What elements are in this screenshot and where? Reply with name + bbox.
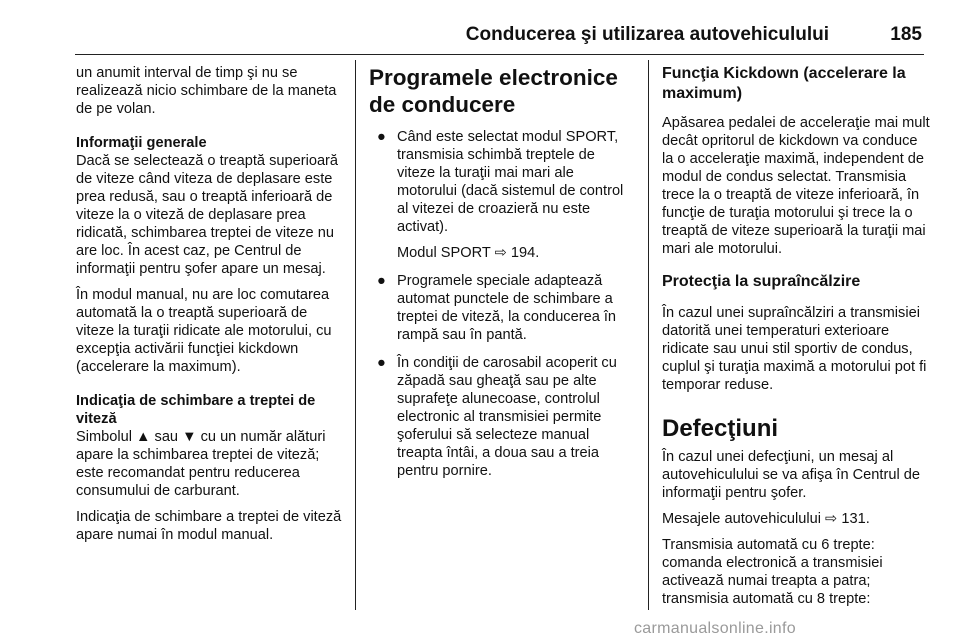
bullet-icon: ● [377,273,386,289]
paragraph: Dacă se selectează o treaptă superioară de viteze când viteza de deplasare este prea redusă, sau o treaptă inferioară de viteze la o viteză de deplasare prea ridicată, schimbarea treptei de viteze nu are loc. În acest caz, pe Centrul de informaţii pentru şofer apare un mesaj. [76,153,339,277]
bullet-icon: ● [377,129,386,145]
paragraph: Indicaţia de schimbare a treptei de viteză apare numai în modul manual. [76,509,342,543]
page-number: 185 [890,24,922,45]
watermark: carmanualsonline.info [634,620,796,637]
list-item [369,128,633,262]
paragraph: În cazul unei supraîncălziri a transmisiei datorită unei temperaturi exterioare ridicate sau unui stil sportiv de condus, cuplul şi turaţia maximă a motorului pot fi temporar reduse. [662,305,927,393]
paragraph: Transmisia automată cu 6 trepte: comanda electronică a transmisiei activează numai treapta a patra; transmisia automată cu 8 trepte: [662,537,883,607]
paragraph: În condiţii de carosabil acoperit cu zăpadă sau gheaţă sau pe alte suprafeţe alunecoase, controlul electronic al transmisiei permite şoferului să selecteze manual treapta întâi, a doua sau a treia pentru pornire. [397,355,617,479]
subheading-general-info: Informaţii generale [76,135,207,151]
subheading-shift-indication: Indicaţia de schimbare a treptei de viteză [76,393,316,427]
column-divider [648,60,649,610]
paragraph: În cazul unei defecţiuni, un mesaj al autovehiculului se va afişa în Centrul de informaţii pentru şofer. [662,449,920,501]
section-heading-driving-programs: Programele electronice de conducere [369,65,618,117]
column-left [76,64,346,552]
paragraph: Apăsarea pedalei de acceleraţie mai mult decât opritorul de kickdown va conduce la o acceleraţie maximă, independent de modul de condus selectat. Transmisia trece la o treaptă de viteze inferioară, în funcţie de turaţia motorului şi trece la o treaptă de viteze superioară la turaţii mai mari ale motorului. [662,115,930,257]
paragraph: În modul manual, nu are loc comutarea automată la o treaptă superioară de viteze la turaţii ridicate ale motorului, cu excepţia activării funcţiei kickdown (accelerare la maximum). [76,287,332,375]
bullet-list [369,128,633,480]
paragraph: un anumit interval de timp şi nu se realizează nicio schimbare de la maneta de pe volan. [76,65,337,117]
list-item [369,354,633,480]
paragraph: Simbolul ▲ sau ▼ cu un număr alături apare la schimbarea treptei de viteză; este recomandat pentru reducerea consumului de carburant. [76,429,326,499]
paragraph: Când este selectat modul SPORT, transmisia schimbă treptele de viteze la turaţii mai mari ale motorului (dacă sistemul de control al vitezei de croazieră nu este activat). [397,129,624,235]
column-middle [369,64,633,490]
page-header [75,24,924,55]
column-divider [355,60,356,610]
list-item [369,272,633,344]
section-heading-kickdown: Funcţia Kickdown (accelerare la maximum) [662,65,906,102]
bullet-icon: ● [377,355,386,371]
section-heading-overheat-protection: Protecţia la supraîncălzire [662,273,861,290]
cross-reference: Mesajele autovehiculului ⇨ 131. [662,511,870,527]
column-right [662,64,930,616]
section-heading-faults: Defecţiuni [662,415,779,442]
paragraph: Programele speciale adaptează automat punctele de schimbare a treptei de viteză, la conducerea în rampă sau în pantă. [397,273,617,343]
cross-reference: Modul SPORT ⇨ 194. [397,245,540,261]
chapter-title: Conducerea şi utilizarea autovehiculului [465,24,829,45]
